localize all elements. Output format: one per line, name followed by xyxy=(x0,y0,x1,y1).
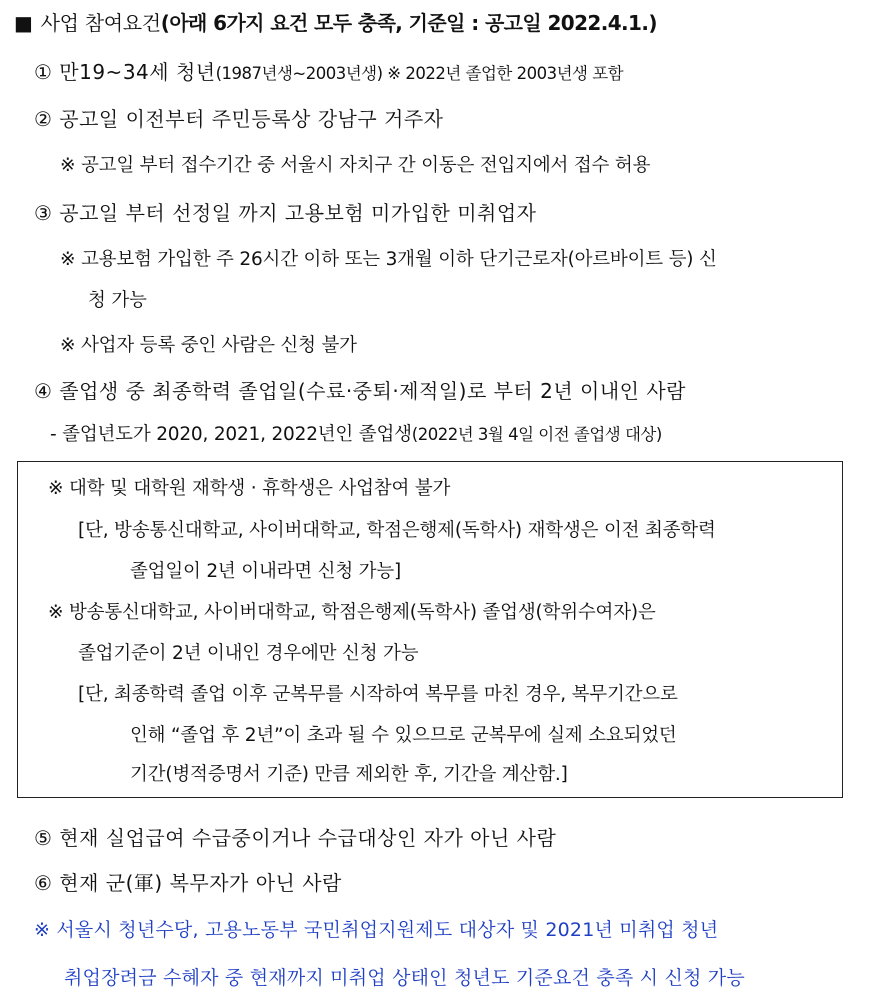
heading-title: 사업 참여요건 xyxy=(40,11,161,35)
square-bullet-icon: ■ xyxy=(14,11,33,35)
item-4-subnote xyxy=(50,420,662,450)
box-line-4: ※ 방송통신대학교, 사이버대학교, 학점은행제(독학사) 졸업생(학위수여자)은 xyxy=(48,602,656,623)
requirement-item-1 xyxy=(34,57,623,89)
box-line-1: ※ 대학 및 대학원 재학생 · 휴학생은 사업참여 불가 xyxy=(48,478,451,499)
box-line-7: 인해 “졸업 후 2년”이 초과 될 수 있으므로 군복무에 실제 소요되었던 xyxy=(130,725,677,746)
item-1-detail: (1987년생~2003년생) ※ 2022년 졸업한 2003년생 포함 xyxy=(215,64,624,83)
item-3-note-2: ※ 사업자 등록 중인 사람은 신청 불가 xyxy=(60,335,357,356)
item-3-note-1-line-2: 청 가능 xyxy=(88,290,147,311)
heading-condition: (아래 6가지 요건 모두 충족, 기준일 : 공고일 2022.4.1.) xyxy=(160,11,657,35)
requirement-item-6: ⑥ 현재 군(軍) 복무자가 아닌 사람 xyxy=(34,871,342,895)
box-line-2: [단, 방송통신대학교, 사이버대학교, 학점은행제(독학사) 재학생은 이전 최종학력 xyxy=(78,520,716,541)
footer-note-line-2: 취업장려금 수혜자 중 현재까지 미취업 상태인 청년도 기준요건 충족 시 신청 가능 xyxy=(64,967,745,989)
requirement-item-3: ③ 공고일 부터 선정일 까지 고용보험 미가입한 미취업자 xyxy=(34,201,537,225)
item-1-text: ① 만19~34세 청년 xyxy=(34,60,216,84)
box-line-6: [단, 최종학력 졸업 이후 군복무를 시작하여 복무를 마친 경우, 복무기간으로 xyxy=(78,684,678,705)
requirement-item-4: ④ 졸업생 중 최종학력 졸업일(수료·중퇴·제적일)로 부터 2년 이내인 사람 xyxy=(34,379,686,403)
item-4-subnote-text: - 졸업년도가 2020, 2021, 2022년인 졸업생 xyxy=(50,424,412,445)
box-line-3: 졸업일이 2년 이내라면 신청 가능] xyxy=(130,561,402,582)
section-heading xyxy=(14,8,657,38)
item-2-note: ※ 공고일 부터 접수기간 중 서울시 자치구 간 이동은 전입지에서 접수 허용 xyxy=(60,155,651,176)
exception-box xyxy=(17,461,843,798)
requirement-item-5: ⑤ 현재 실업급여 수급중이거나 수급대상인 자가 아닌 사람 xyxy=(34,826,557,850)
box-line-5: 졸업기준이 2년 이내인 경우에만 신청 가능 xyxy=(78,643,419,664)
item-3-note-1-line-1: ※ 고용보험 가입한 주 26시간 이하 또는 3개월 이하 단기근로자(아르바이트 등) 신 xyxy=(60,249,717,270)
footer-note-line-1: ※ 서울시 청년수당, 고용노동부 국민취업지원제도 대상자 및 2021년 미취업 청년 xyxy=(34,919,719,941)
box-line-8: 기간(병적증명서 기준) 만큼 제외한 후, 기간을 계산함.] xyxy=(130,764,568,785)
item-4-subnote-detail: (2022년 3월 4일 이전 졸업생 대상) xyxy=(411,425,662,444)
requirement-item-2: ② 공고일 이전부터 주민등록상 강남구 거주자 xyxy=(34,107,444,131)
